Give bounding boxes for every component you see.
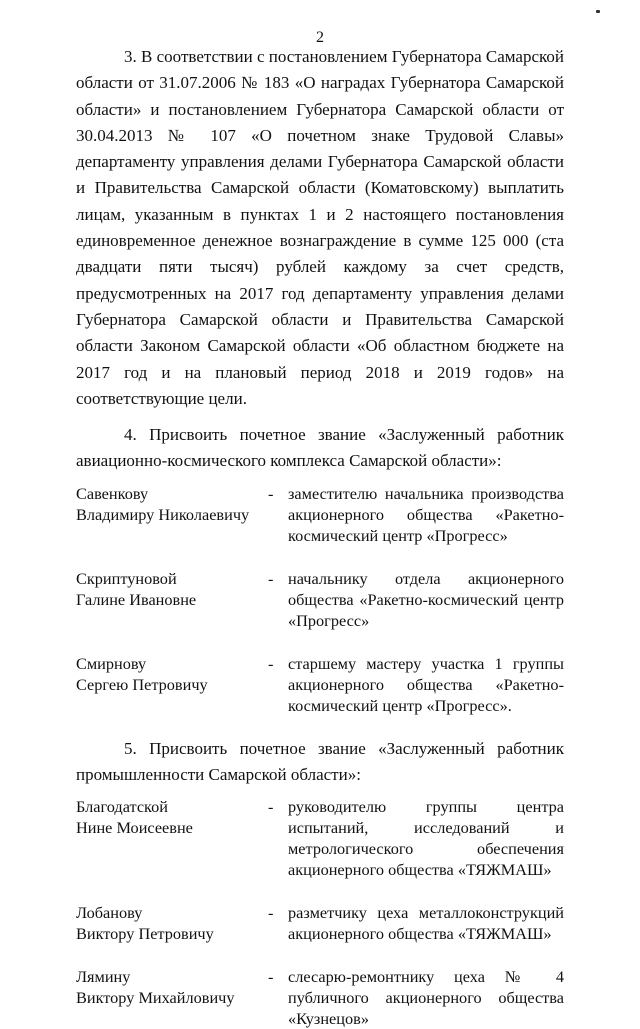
document-body — [76, 44, 564, 1029]
section-4-awardees — [76, 483, 564, 716]
awardee-surname: Лобанову — [76, 903, 143, 923]
scan-speck — [596, 10, 600, 13]
awardee-surname: Смирнову — [76, 653, 147, 673]
awardee-given-name: Галине Ивановне — [76, 589, 197, 609]
paragraph-5: 5. Присвоить почетное звание «Заслуженный работник промышленности Самарской области»: — [76, 738, 564, 785]
awardee-entry — [76, 483, 564, 546]
awardee-entry — [76, 568, 564, 631]
awardee-surname: Савенкову — [76, 483, 149, 503]
awardee-entry — [76, 902, 564, 944]
awardee-position: слесарю-ремонтнику цеха № 4 публичного акционерного общества «Кузнецов» — [288, 967, 564, 1029]
section-5-awardees — [76, 796, 564, 1029]
awardee-position: заместителю начальника производства акционерного общества «Ракетно-космический центр «Прогресс» — [288, 483, 564, 545]
entry-dash: - — [268, 483, 274, 503]
awardee-name — [76, 902, 268, 944]
awardee-position: начальнику отдела акционерного общества «Ракетно-космический центр «Прогресс» — [288, 568, 564, 630]
awardee-name — [76, 966, 268, 1029]
awardee-entry — [76, 966, 564, 1029]
awardee-position: старшему мастеру участка 1 группы акционерного общества «Ракетно-космический центр «Прогресс». — [288, 653, 564, 715]
awardee-given-name: Сергею Петровичу — [76, 674, 208, 694]
entry-dash: - — [268, 568, 274, 588]
awardee-name — [76, 653, 268, 716]
entry-dash: - — [268, 967, 274, 987]
awardee-name — [76, 483, 268, 546]
awardee-entry — [76, 653, 564, 716]
paragraph-3: 3. В соответствии с постановлением Губернатора Самарской области от 31.07.2006 № 183 «О наградах Губернатора Самарской области» и постановлением Губернатора Самарской области от 30.04.2013 № 107 «О почетном знаке Трудовой Славы» департаменту управления делами Губернатора Самарской области и Правительства Самарской области (Коматовскому) выплатить лицам, указанным в пунктах 1 и 2 настоящего постановления единовременное денежное вознаграждение в сумме 125 000 (ста двадцати пяти тысяч) рублей каждому за счет средств, предусмотренных на 2017 год департаменту управления делами Губернатора Самарской области и Правительства Самарской области Законом Самарской области «Об областном бюджете на 2017 год и на плановый период 2018 и 2019 годов» на соответствующие цели. — [76, 47, 564, 408]
entry-dash: - — [268, 797, 274, 817]
page-number: 2 — [316, 29, 324, 46]
awardee-given-name: Владимиру Николаевичу — [76, 504, 250, 524]
awardee-surname: Благодатской — [76, 797, 168, 817]
awardee-position: руководителю группы центра испытаний, исследований и метрологического обеспечения акционерного общества «ТЯЖМАШ» — [288, 797, 564, 880]
awardee-given-name: Виктору Петровичу — [76, 924, 214, 944]
awardee-name — [76, 568, 268, 631]
awardee-surname: Скриптуновой — [76, 568, 177, 588]
awardee-name — [76, 796, 268, 880]
awardee-position: разметчику цеха металлоконструкций акционерного общества «ТЯЖМАШ» — [288, 903, 564, 944]
awardee-surname: Лямину — [76, 967, 131, 987]
entry-dash: - — [268, 653, 274, 673]
paragraph-4: 4. Присвоить почетное звание «Заслуженный работник авиационно-космического комплекса Самарской области»: — [76, 425, 564, 471]
awardee-entry — [76, 796, 564, 880]
awardee-given-name: Нине Моисеевне — [76, 818, 193, 838]
entry-dash: - — [268, 903, 274, 923]
awardee-given-name: Виктору Михайловичу — [76, 988, 235, 1008]
